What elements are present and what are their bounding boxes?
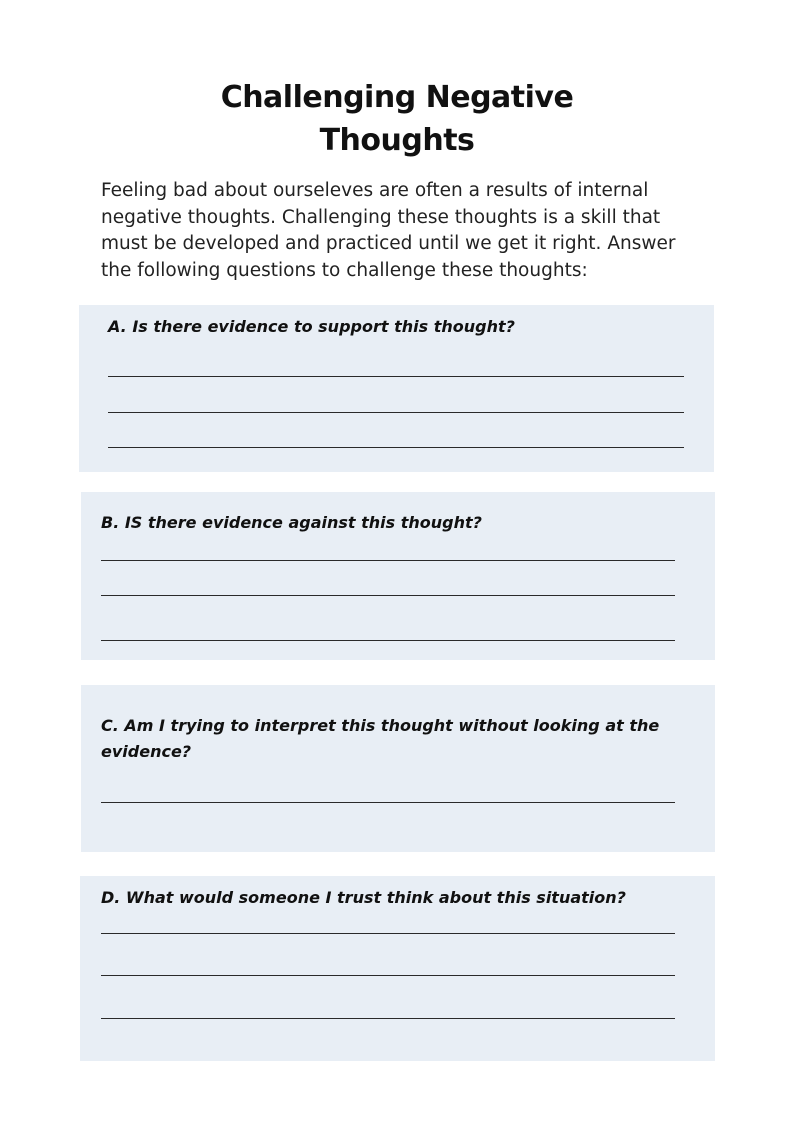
answer-line[interactable] [108,447,684,448]
question-card-b [81,492,715,660]
answer-line[interactable] [101,802,675,803]
question-d-label: D. What would someone I trust think about this situation? [101,888,626,907]
answer-line[interactable] [108,376,684,377]
question-card-a [79,305,714,472]
question-card-c [81,685,715,852]
title-line-2: Thoughts [319,123,475,158]
answer-line[interactable] [108,412,684,413]
answer-line[interactable] [101,560,675,561]
question-a-label: A. Is there evidence to support this thought? [108,317,515,336]
answer-line[interactable] [101,1018,675,1019]
intro-paragraph: Feeling bad about ourseleves are often a results of internal negative thoughts. Challenging these thoughts is a skill that must be developed and practiced until we get it right. Answer the following questions to challenge these thoughts: [101,180,676,281]
answer-line[interactable] [101,933,675,934]
answer-line[interactable] [101,975,675,976]
question-card-d [80,876,715,1061]
question-c-label: C. Am I trying to interpret this thought without looking at the evidence? [101,716,660,761]
answer-line[interactable] [101,640,675,641]
worksheet-title [0,76,794,162]
answer-line[interactable] [101,595,675,596]
question-b-label: B. IS there evidence against this thought? [101,513,482,532]
title-line-1: Challenging Negative [220,80,574,115]
